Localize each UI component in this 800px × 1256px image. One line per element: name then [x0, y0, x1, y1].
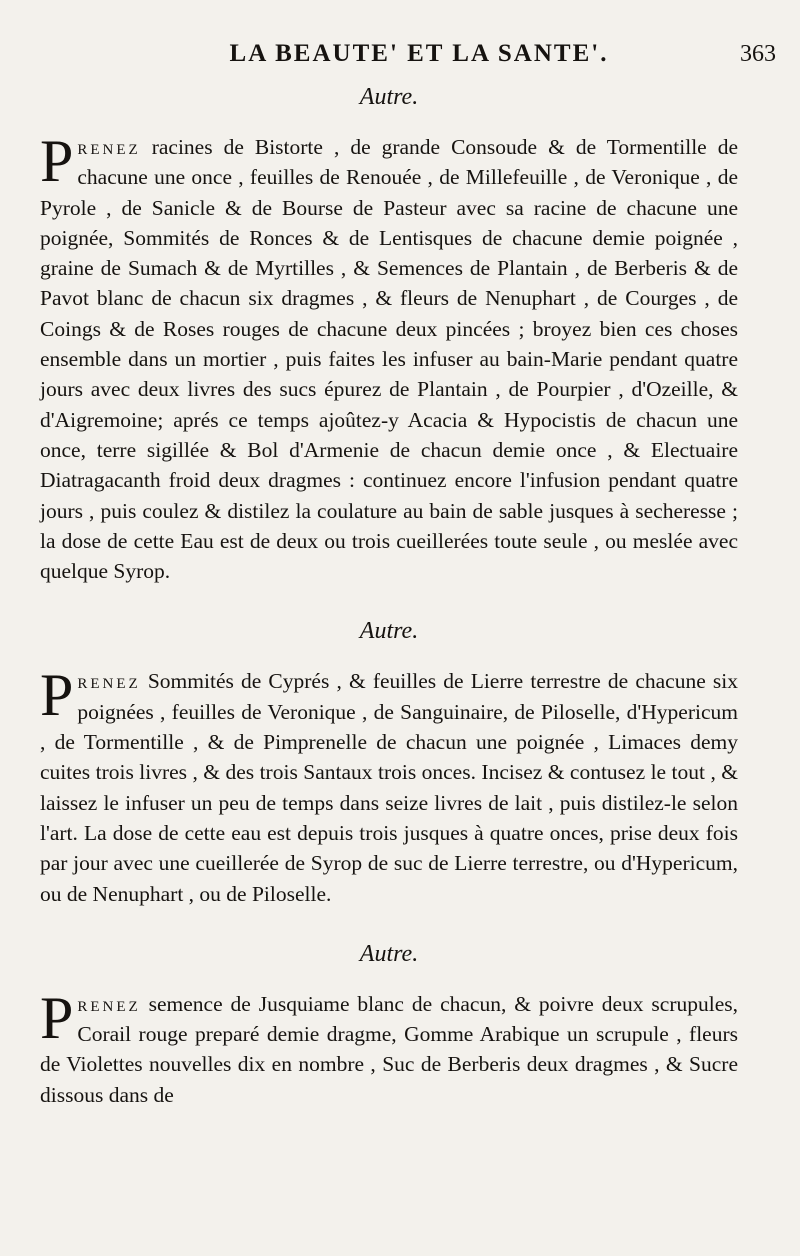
- section-title: Autre.: [359, 618, 419, 645]
- drop-cap: P: [40, 662, 74, 729]
- section-title: Autre.: [359, 940, 419, 967]
- drop-cap: P: [40, 128, 74, 194]
- section-2: [40, 616, 738, 908]
- paragraph: [40, 128, 738, 586]
- running-head: [40, 32, 776, 76]
- lead-word: renez: [77, 669, 141, 694]
- paragraph-body: Sommités de Cyprés , & feuilles de Lierre terrestre de chacune six poignées , feuilles de Veronique , de Sanguinaire, de Piloselle, d'Hypericum , de Tormentille , & de Pimprenelle de chacun une poignée , Limaces demy cuites trois livres , & des trois Santaux trois onces. Incisez & contusez le tout , & laissez le infuser un peu de temps dans seize livres de lait , puis distilez-le selon l'art. La dose de cette eau est depuis trois jusques à quatre onces, prise deux fois par jour avec une cueillerée de Syrop de suc de Lierre terrestre, ou d'Hypericum, ou de Nenuphart , ou de Piloselle.: [40, 669, 738, 906]
- page-number: 363: [740, 41, 776, 67]
- paragraph: [40, 984, 738, 1110]
- running-title: LA BEAUTE' ET LA SANTE'.: [229, 40, 609, 67]
- paragraph-body: semence de Jusquiame blanc de chacun, & poivre deux scrupules, Corail rouge preparé demie dragme, Gomme Arabique un scrupule , fleurs de Violettes nouvelles dix en nombre , Suc de Berberis deux dragmes , & Sucre dissous dans de: [40, 991, 738, 1107]
- section-title: Autre.: [359, 84, 419, 110]
- paragraph: [40, 662, 738, 908]
- lead-word: renez: [77, 991, 141, 1016]
- section-1: [40, 82, 738, 586]
- drop-cap: P: [40, 984, 74, 1051]
- lead-word: renez: [77, 135, 141, 159]
- section-3: [40, 939, 738, 1110]
- paragraph-body: racines de Bistorte , de grande Consoude & de Tormentille de chacune une once , feuilles de Renouée , de Millefeuille , de Veronique , de Pyrole , de Sanicle & de Bourse de Pasteur avec sa racine de chacune une poignée, Sommités de Ronces & de Lentisques de chacune demie poignée , graine de Sumach & de Myrtilles , & Semences de Plantain , de Berberis & de Pavot blanc de chacun six dragmes , & fleurs de Nenuphart , de Courges , de Coings & de Roses rouges de chacune deux pincées ; broyez bien ces choses ensemble dans un mortier , puis faites les infuser au bain-Marie pendant quatre jours avec deux livres des sucs épurez de Plantain , de Pourpier , d'Ozeille, & d'Aigremoine; aprés ce temps ajoûtez-y Acacia & Hypocistis de chacun une once, terre sigillée & Bol d'Armenie de chacun demie once , & Electuaire Diatragacanth froid deux dragmes : continuez encore l'infusion pendant quatre jours , puis coulez & distilez la coulature au bain de sable jusques à secheresse ; la dose de cette Eau est de deux ou trois cueillerées toute seule , ou meslée avec quelque Syrop.: [40, 135, 738, 584]
